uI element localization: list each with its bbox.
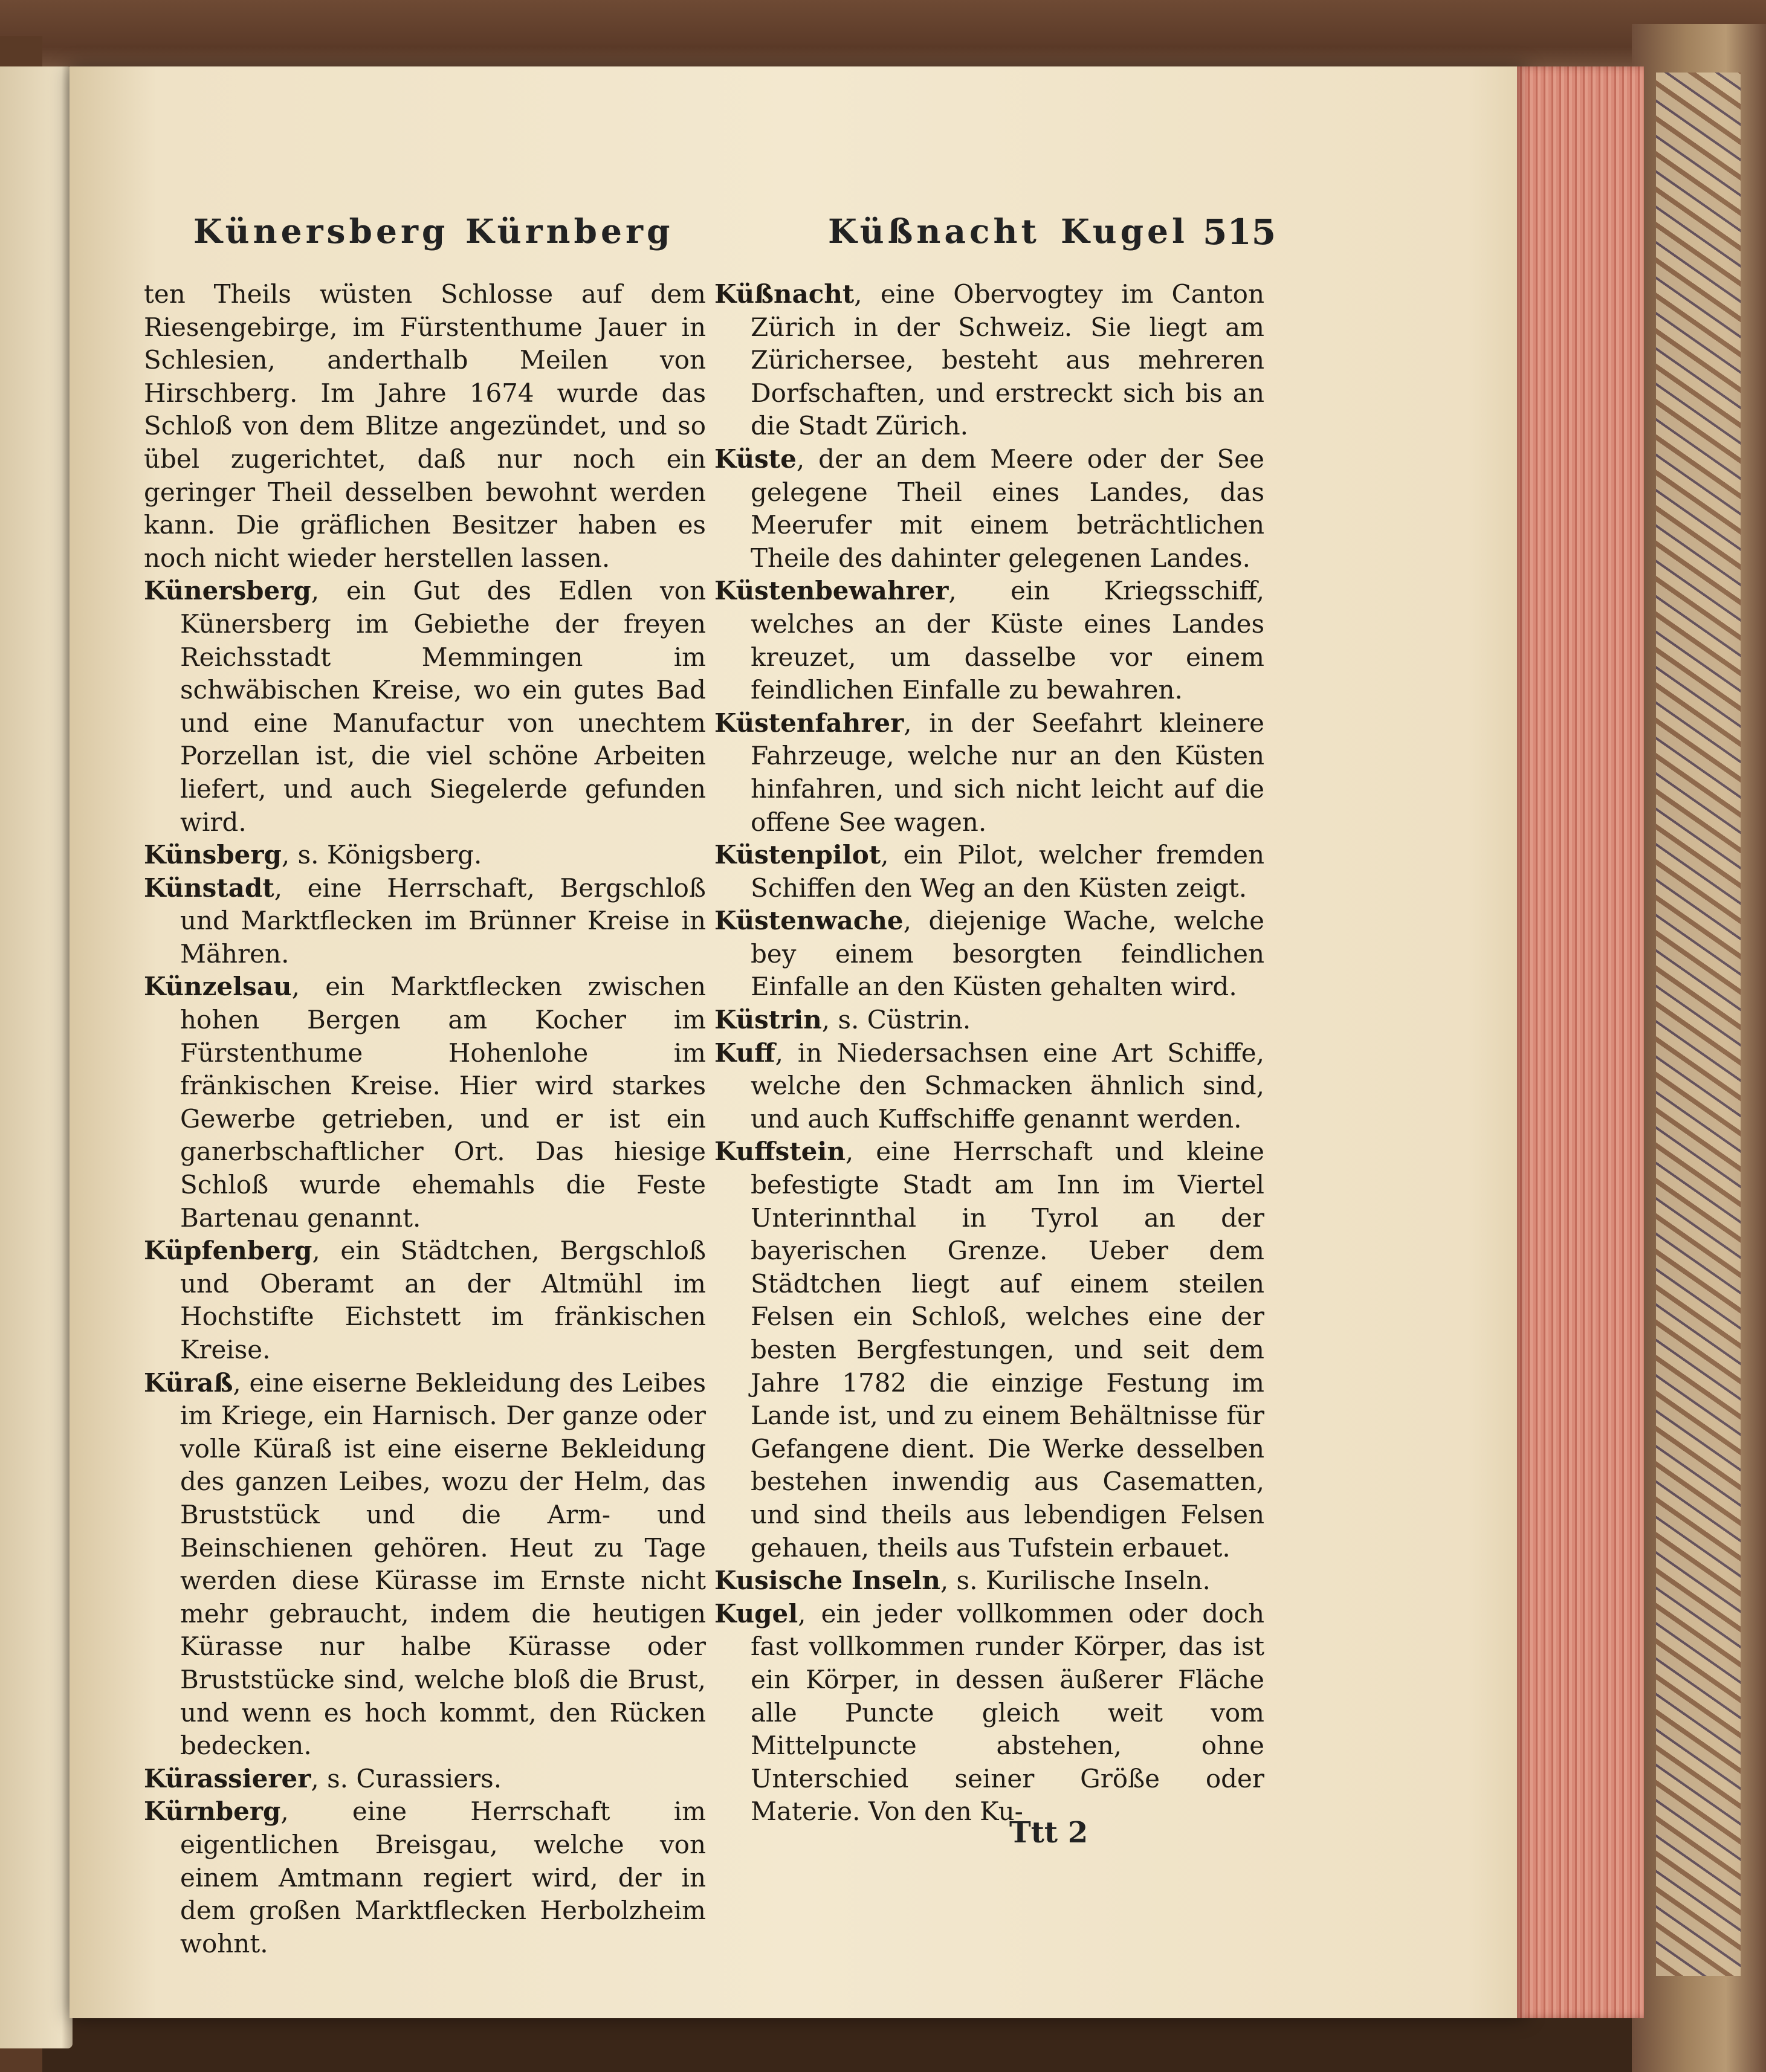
entry-headword: Künsberg <box>144 840 282 870</box>
entry-text: , s. Kurilische Inseln. <box>940 1566 1211 1596</box>
entry-headword: Kugel <box>714 1598 798 1628</box>
entry-headword: Küstrin <box>714 1005 822 1035</box>
entry-text: , eine Obervogtey im Canton Zürich in der Schweiz. Sie liegt am Zürichersee, besteht aus mehreren Dorfschaften, und erstreckt sich bis an die Stadt Zürich. <box>751 279 1264 441</box>
running-head-right-first: Küßnacht <box>828 211 1040 251</box>
dictionary-entry <box>714 1004 1264 1037</box>
entry-headword: Künersberg <box>144 576 311 606</box>
dictionary-entry <box>144 970 706 1234</box>
printer-signature: Ttt 2 <box>1009 1816 1088 1850</box>
dictionary-entry <box>714 278 1264 443</box>
page-block-edge <box>1517 66 1644 2018</box>
entry-headword: Küstenbewahrer <box>714 576 949 606</box>
entry-text: , eine Herrschaft im eigentlichen Breisgau, welche von einem Amtmann regiert wird, der in dem großen Marktflecken Herbolzheim wohnt. <box>180 1796 706 1958</box>
page-number: 515 <box>1203 211 1276 253</box>
entry-headword: Küstenpilot <box>714 840 881 870</box>
dictionary-entry <box>144 278 706 575</box>
dictionary-entry <box>714 575 1264 706</box>
dictionary-entry <box>144 872 706 971</box>
entry-headword: Küste <box>714 444 797 474</box>
dictionary-entry <box>714 443 1264 575</box>
entry-text: , ein Gut des Edlen von Künersberg im Gebiethe der freyen Reichsstadt Memmingen im schwäbischen Kreise, wo ein gutes Bad und eine Manufactur von unechtem Porzellan ist, die viel schöne Arbeiten liefert, und auch Siegelerde gefunden wird. <box>180 576 706 837</box>
running-head-left-first: Künersberg <box>193 211 449 251</box>
right-text-column <box>714 278 1264 1828</box>
entry-text: , ein Pilot, welcher fremden Schiffen den Weg an den Küsten zeigt. <box>751 840 1264 903</box>
entry-text: , in Niedersachsen eine Art Schiffe, welche den Schmacken ähnlich sind, und auch Kuffschiffe genannt werden. <box>751 1038 1264 1134</box>
dictionary-entry <box>144 1763 706 1796</box>
dictionary-entry <box>714 1135 1264 1564</box>
facing-page-edge <box>0 66 73 2048</box>
dictionary-entry <box>714 1564 1264 1598</box>
dictionary-entry <box>714 905 1264 1004</box>
entry-text: , eine Herrschaft, Bergschloß und Marktflecken im Brünner Kreise in Mähren. <box>180 873 706 969</box>
entry-headword: Küpfenberg <box>144 1236 312 1266</box>
entry-text: , ein Kriegsschiff, welches an der Küste eines Landes kreuzet, um dasselbe vor einem feindlichen Einfalle zu bewahren. <box>751 576 1264 705</box>
dictionary-entry <box>144 1795 706 1960</box>
entry-headword: Küraß <box>144 1367 233 1398</box>
entry-text: , s. Königsberg. <box>281 840 482 870</box>
dictionary-entry <box>144 1234 706 1366</box>
entry-text: , ein Städtchen, Bergschloß und Oberamt an der Altmühl im Hochstifte Eichstett im fränkischen Kreise. <box>180 1236 706 1364</box>
entry-text: , eine Herrschaft und kleine befestigte Stadt am Inn im Viertel Unterinnthal in Tyrol an der bayerischen Grenze. Ueber dem Städtchen liegt auf einem steilen Felsen ein Schloß, welches eine der besten Bergfestungen, und seit dem Jahre 1782 die einzige Festung im Lande ist, und zu einem Behältnisse für Gefangene dient. Die Werke desselben bestehen inwendig aus Casematten, und sind theils aus lebendigen Felsen gehauen, theils aus Tufstein erbauet. <box>751 1137 1264 1563</box>
entry-headword: Küstenfahrer <box>714 708 904 738</box>
entry-headword: Künzelsau <box>144 972 292 1002</box>
dictionary-entry <box>714 1598 1264 1828</box>
entry-text: , s. Cüstrin. <box>821 1005 971 1035</box>
entry-text: , eine eiserne Bekleidung des Leibes im Kriege, ein Harnisch. Der ganze oder volle Küraß ist eine eiserne Bekleidung des ganzen Leibes, wozu der Helm, das Bruststück und die Arm- und Beinschienen gehören. Heut zu Tage werden diese Kürasse im Ernste nicht mehr gebraucht, indem die heutigen Kürasse nur halbe Kürasse oder Bruststücke sind, welche bloß die Brust, und wenn es hoch kommt, den Rücken bedecken. <box>180 1367 706 1761</box>
entry-text: , der an dem Meere oder der See gelegene Theil eines Landes, das Meerufer mit einem beträchtlichen Theile des dahinter gelegenen Landes. <box>751 444 1264 573</box>
running-head-left-second: Kürnberg <box>465 211 674 251</box>
entry-text: , in der Seefahrt kleinere Fahrzeuge, welche nur an den Küsten hinfahren, und sich nicht leicht auf die offene See wagen. <box>751 708 1264 837</box>
entry-headword: Kuff <box>714 1038 775 1068</box>
entry-text: , ein jeder vollkommen oder doch fast vollkommen runder Körper, das ist ein Körper, in dessen äußerer Fläche alle Puncte gleich weit vom Mittelpuncte abstehen, ohne Unterschied seiner Größe oder Materie. Von den Ku- <box>751 1598 1264 1827</box>
entry-headword: Kuffstein <box>714 1137 846 1167</box>
dictionary-entry <box>144 575 706 839</box>
dictionary-entry <box>714 707 1264 839</box>
entry-headword: Künstadt <box>144 873 274 903</box>
entry-text: , ein Marktflecken zwischen hohen Bergen am Kocher im Fürstenthume Hohenlohe im fränkischen Kreise. Hier wird starkes Gewerbe getrieben, und er ist ein ganerbschaftlicher Ort. Das hiesige Schloß wurde ehemahls die Feste Bartenau genannt. <box>180 972 706 1233</box>
entry-headword: Kürassierer <box>144 1763 311 1793</box>
entry-headword: Kürnberg <box>144 1796 281 1827</box>
dictionary-entry <box>144 1367 706 1763</box>
dictionary-entry <box>144 839 706 872</box>
entry-text: , diejenige Wache, welche bey einem besorgten feindlichen Einfalle an den Küsten gehalten wird. <box>751 906 1264 1002</box>
left-text-column <box>144 278 706 1960</box>
entry-text: , s. Curassiers. <box>311 1763 502 1793</box>
dictionary-entry <box>714 839 1264 905</box>
entry-headword: Küßnacht <box>714 279 855 309</box>
marbled-endpaper <box>1656 73 1741 1976</box>
entry-headword: Küstenwache <box>714 906 904 936</box>
dictionary-entry <box>714 1037 1264 1136</box>
entry-headword: Kusische Inseln <box>714 1566 940 1596</box>
running-head-right-second: Kugel <box>1061 211 1188 251</box>
entry-text: ten Theils wüsten Schlosse auf dem Riesengebirge, im Fürstenthume Jauer in Schlesien, anderthalb Meilen von Hirschberg. Im Jahre 1674 wurde das Schloß von dem Blitze angezündet, und so übel zugerichtet, daß nur noch ein geringer Theil desselben bewohnt werden kann. Die gräflichen Besitzer haben es noch nicht wieder herstellen lassen. <box>144 279 706 573</box>
